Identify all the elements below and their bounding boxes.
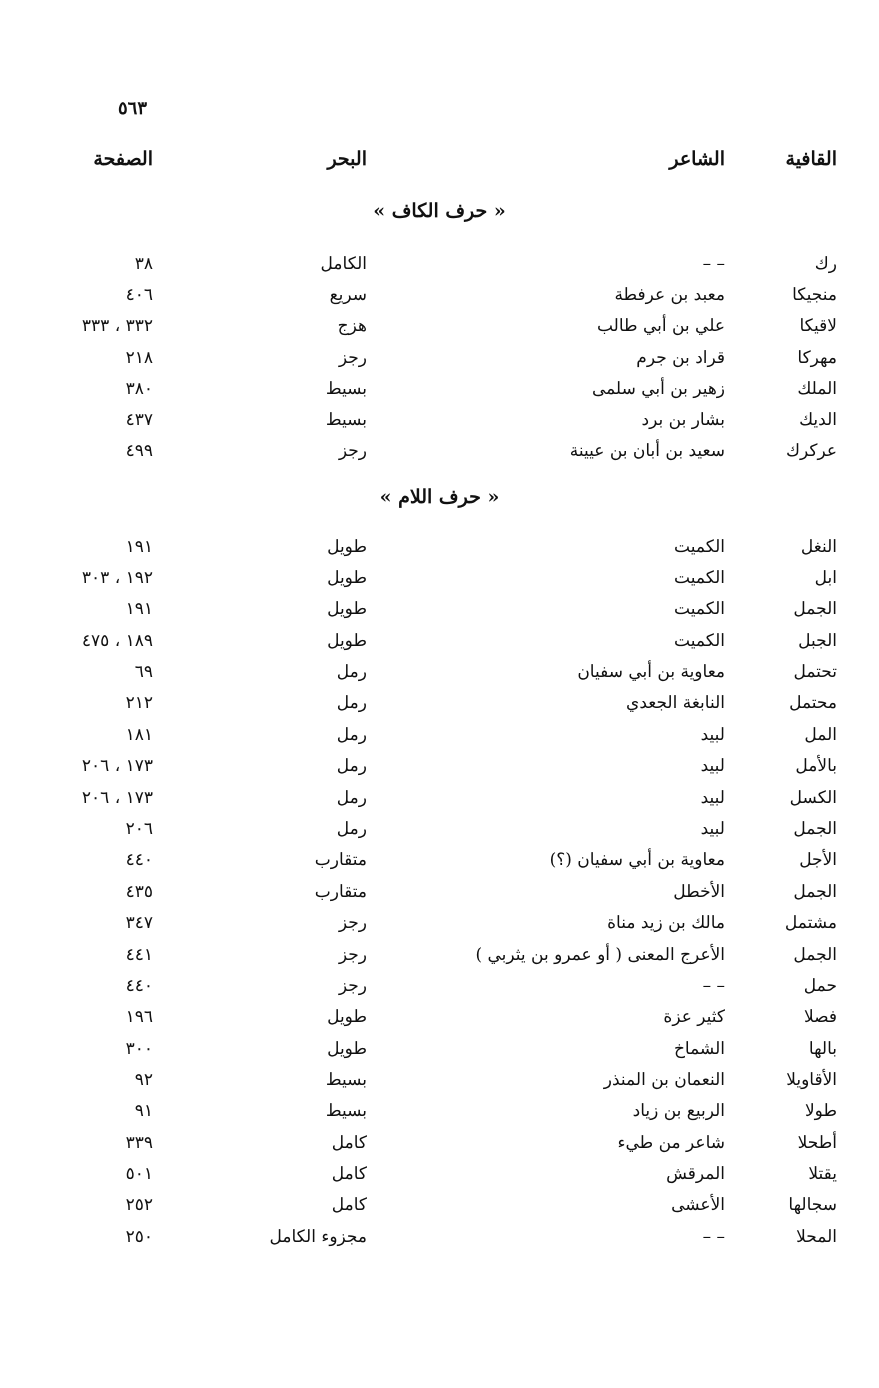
table-row xyxy=(0,533,879,563)
rhyme-cell: الجمل xyxy=(793,945,837,965)
pages-cell: ٤٠٦ xyxy=(125,285,153,305)
pages-cell: ٤٤٠ xyxy=(125,976,153,996)
table-row xyxy=(0,627,879,657)
poet-cell: المرقش xyxy=(666,1164,725,1184)
meter-cell: رمل xyxy=(336,756,367,776)
poet-cell: كثير عزة xyxy=(663,1007,725,1027)
rhyme-cell: لاقيكا xyxy=(799,316,837,336)
pages-cell: ٢١٢ xyxy=(125,693,153,713)
table-row xyxy=(0,658,879,688)
meter-cell: كامل xyxy=(331,1164,367,1184)
rhyme-cell: منجيكا xyxy=(792,285,837,305)
poet-cell: معاوية بن أبي سفيان xyxy=(577,662,725,682)
poet-cell: مالك بن زيد مناة xyxy=(607,913,725,933)
poet-cell: الأعشى xyxy=(671,1195,725,1215)
poet-cell: لبيد xyxy=(700,756,725,776)
table-row xyxy=(0,1003,879,1033)
poet-cell: الأخطل xyxy=(673,882,725,902)
pages-cell: ٤٤١ xyxy=(125,945,153,965)
poet-cell: الأعرج المعنى ( أو عمرو بن يثربي ) xyxy=(475,945,725,965)
table-row xyxy=(0,784,879,814)
poet-cell: الكميت xyxy=(674,631,725,651)
poet-cell: الكميت xyxy=(674,537,725,557)
poet-cell: بشار بن برد xyxy=(641,410,725,430)
table-row xyxy=(0,909,879,939)
meter-cell: طويل xyxy=(327,1039,367,1059)
rhyme-cell: المل xyxy=(804,725,837,745)
page-number: ٥٦٣ xyxy=(118,98,148,119)
rhyme-cell: الأقاويلا xyxy=(786,1070,837,1090)
table-row xyxy=(0,972,879,1002)
pages-cell: ٤٣٥ xyxy=(125,882,153,902)
table-row xyxy=(0,1223,879,1253)
rhyme-cell: رك xyxy=(814,254,837,274)
pages-cell: ٣٨ xyxy=(134,254,153,274)
rhyme-cell: حمل xyxy=(803,976,837,996)
poet-cell: علي بن أبي طالب xyxy=(596,316,725,336)
table-row xyxy=(0,878,879,908)
table-row xyxy=(0,1191,879,1221)
meter-cell: هزج xyxy=(337,316,367,336)
rhyme-cell: أطحلا xyxy=(797,1133,837,1153)
pages-cell: ٦٩ xyxy=(134,662,153,682)
table-row xyxy=(0,815,879,845)
pages-cell: ٣٣٩ xyxy=(125,1133,153,1153)
table-row xyxy=(0,344,879,374)
rhyme-cell: سجالها xyxy=(788,1195,837,1215)
table-row xyxy=(0,721,879,751)
meter-cell: مجزوء الكامل xyxy=(269,1227,367,1247)
rhyme-cell: الأجل xyxy=(799,850,837,870)
rhyme-cell: مشتمل xyxy=(784,913,837,933)
rhyme-cell: الملك xyxy=(797,379,837,399)
pages-cell: ٢٥٠ xyxy=(125,1227,153,1247)
meter-cell: رجز xyxy=(338,441,367,461)
meter-cell: بسيط xyxy=(325,1070,367,1090)
table-row xyxy=(0,406,879,436)
poet-cell: زهير بن أبي سلمى xyxy=(591,379,725,399)
rhyme-cell: الكسل xyxy=(789,788,837,808)
meter-cell: كامل xyxy=(331,1195,367,1215)
pages-cell: ١٧٣ ، ٢٠٦ xyxy=(81,788,153,808)
meter-cell: رمل xyxy=(336,788,367,808)
poet-cell: – – xyxy=(702,1227,725,1247)
pages-cell: ٢٠٦ xyxy=(125,819,153,839)
poet-cell: لبيد xyxy=(700,819,725,839)
header-pages: الصفحة xyxy=(93,148,153,170)
rhyme-cell: النغل xyxy=(800,537,837,557)
table-row xyxy=(0,250,879,280)
poet-cell: الكميت xyxy=(674,599,725,619)
poet-cell: معبد بن عرفطة xyxy=(614,285,725,305)
rhyme-cell: بالها xyxy=(808,1039,837,1059)
pages-cell: ٣٣٢ ، ٣٣٣ xyxy=(81,316,153,336)
pages-cell: ٩١ xyxy=(134,1101,153,1121)
poet-cell: سعيد بن أبان بن عيينة xyxy=(569,441,725,461)
meter-cell: الكامل xyxy=(320,254,367,274)
meter-cell: بسيط xyxy=(325,379,367,399)
pages-cell: ٩٢ xyxy=(134,1070,153,1090)
table-row xyxy=(0,1129,879,1159)
meter-cell: سريع xyxy=(329,285,367,305)
table-row xyxy=(0,281,879,311)
meter-cell: متقارب xyxy=(314,882,367,902)
poet-cell: لبيد xyxy=(700,725,725,745)
meter-cell: بسيط xyxy=(325,1101,367,1121)
meter-cell: طويل xyxy=(327,1007,367,1027)
table-row xyxy=(0,595,879,625)
table-row xyxy=(0,1160,879,1190)
table-row xyxy=(0,752,879,782)
meter-cell: رمل xyxy=(336,725,367,745)
poet-cell: – – xyxy=(702,976,725,996)
poet-cell: معاوية بن أبي سفيان (؟) xyxy=(549,850,725,870)
table-header xyxy=(0,148,879,182)
pages-cell: ١٧٣ ، ٢٠٦ xyxy=(81,756,153,776)
rhyme-cell: طولا xyxy=(804,1101,837,1121)
pages-cell: ٢٥٢ xyxy=(125,1195,153,1215)
rhyme-cell: الجبل xyxy=(798,631,837,651)
header-meter: البحر xyxy=(327,148,367,170)
table-row xyxy=(0,312,879,342)
meter-cell: رمل xyxy=(336,693,367,713)
rhyme-cell: فصلا xyxy=(803,1007,837,1027)
rhyme-cell: يقتلا xyxy=(808,1164,837,1184)
meter-cell: متقارب xyxy=(314,850,367,870)
pages-cell: ٤٣٧ xyxy=(125,410,153,430)
meter-cell: طويل xyxy=(327,631,367,651)
poet-cell: لبيد xyxy=(700,788,725,808)
meter-cell: رمل xyxy=(336,819,367,839)
table-row xyxy=(0,1097,879,1127)
rhyme-cell: بالأمل xyxy=(795,756,837,776)
meter-cell: طويل xyxy=(327,568,367,588)
pages-cell: ٤٩٩ xyxy=(125,441,153,461)
pages-cell: ٥٠١ xyxy=(125,1164,153,1184)
header-rhyme: القافية xyxy=(785,148,837,170)
meter-cell: رجز xyxy=(338,976,367,996)
poet-cell: الشماخ xyxy=(673,1039,725,1059)
table-row xyxy=(0,1035,879,1065)
meter-cell: طويل xyxy=(327,537,367,557)
section-title-kaf: « حرف الكاف » xyxy=(373,200,506,222)
rhyme-cell: الجمل xyxy=(793,882,837,902)
meter-cell: كامل xyxy=(331,1133,367,1153)
poet-cell: النابغة الجعدي xyxy=(626,693,725,713)
poet-cell: شاعر من طيء xyxy=(617,1133,725,1153)
pages-cell: ٣٤٧ xyxy=(125,913,153,933)
pages-cell: ١٩٦ xyxy=(125,1007,153,1027)
table-row xyxy=(0,375,879,405)
header-poet: الشاعر xyxy=(669,148,725,170)
meter-cell: رمل xyxy=(336,662,367,682)
table-row xyxy=(0,689,879,719)
pages-cell: ٢١٨ xyxy=(125,348,153,368)
pages-cell: ٤٤٠ xyxy=(125,850,153,870)
table-row xyxy=(0,564,879,594)
table-row xyxy=(0,1066,879,1096)
pages-cell: ١٩١ xyxy=(125,537,153,557)
pages-cell: ١٩١ xyxy=(125,599,153,619)
pages-cell: ١٨٩ ، ٤٧٥ xyxy=(81,631,153,651)
meter-cell: رجز xyxy=(338,348,367,368)
poet-cell: قراد بن جرم xyxy=(636,348,725,368)
rhyme-cell: عركرك xyxy=(785,441,837,461)
pages-cell: ١٩٢ ، ٣٠٣ xyxy=(81,568,153,588)
table-row xyxy=(0,437,879,467)
meter-cell: رجز xyxy=(338,945,367,965)
rhyme-cell: مهركا xyxy=(797,348,837,368)
section-title-lam: « حرف اللام » xyxy=(379,486,500,508)
rhyme-cell: الجمل xyxy=(793,599,837,619)
rhyme-cell: محتمل xyxy=(789,693,837,713)
rhyme-cell: الجمل xyxy=(793,819,837,839)
rhyme-cell: المحلا xyxy=(796,1227,837,1247)
meter-cell: رجز xyxy=(338,913,367,933)
poet-cell: النعمان بن المنذر xyxy=(603,1070,725,1090)
rhyme-cell: تحتمل xyxy=(793,662,837,682)
rhyme-cell: ابل xyxy=(814,568,837,588)
meter-cell: بسيط xyxy=(325,410,367,430)
rhyme-cell: الديك xyxy=(799,410,837,430)
pages-cell: ٣٠٠ xyxy=(125,1039,153,1059)
table-row xyxy=(0,941,879,971)
pages-cell: ١٨١ xyxy=(125,725,153,745)
pages-cell: ٣٨٠ xyxy=(125,379,153,399)
poet-cell: الربيع بن زياد xyxy=(632,1101,725,1121)
table-row xyxy=(0,846,879,876)
meter-cell: طويل xyxy=(327,599,367,619)
poet-cell: – – xyxy=(702,254,725,274)
poet-cell: الكميت xyxy=(674,568,725,588)
